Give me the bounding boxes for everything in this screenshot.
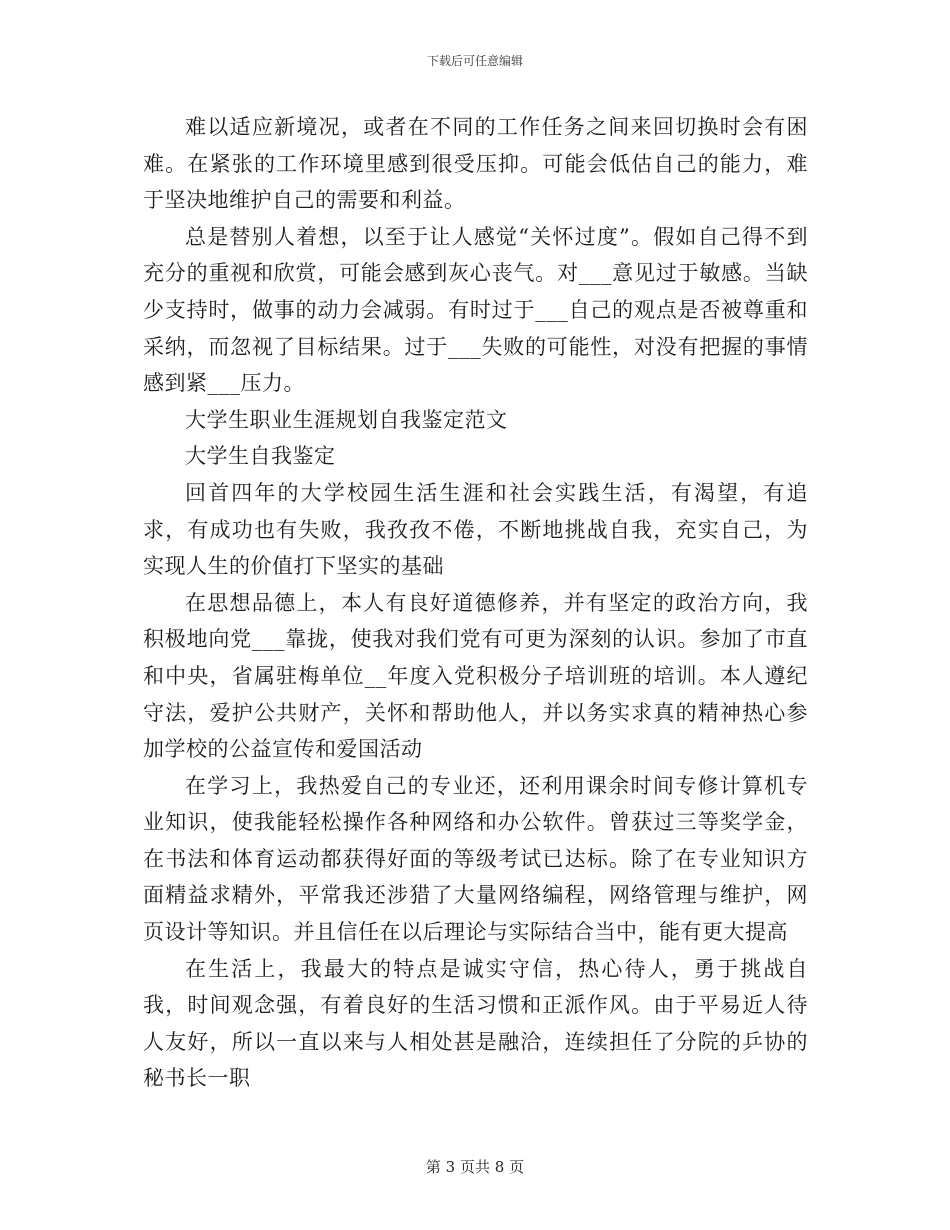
paragraph-review: 回首四年的大学校园生活生涯和社会实践生活，有渴望，有追求，有成功也有失败，我孜孜不倦，不断地挑战自我，充实自己，为实现人生的价值打下坚实的基础: [143, 480, 808, 579]
page-number: 第 3 页共 8 页: [425, 1158, 525, 1176]
subsection-title: 大学生自我鉴定: [185, 444, 336, 469]
page-header: 下载后可任意编辑: [426, 54, 523, 68]
paragraph-life: 在生活上，我最大的特点是诚实守信，热心待人，勇于挑战自我，时间观念强，有着良好的生活习惯和正派作风。由于平易近人待人友好，所以一直以来与人相处甚是融洽，连续担任了分院的乒协的秘书长一职: [143, 956, 808, 1091]
section-title: 大学生职业生涯规划自我鉴定范文: [185, 407, 508, 432]
paragraph-ideology: 在思想品德上，本人有良好道德修养，并有坚定的政治方向，我积极地向党___靠拢，使我对我们党有可更为深刻的认识。参加了市直和中央，省属驻梅单位__年度入党积极分子培训班的培训。本人遵纪守法，爱护公共财产，关怀和帮助他人，并以务实求真的精神热心参加学校的公益宣传和爱国活动: [143, 590, 808, 762]
document-body: [143, 109, 808, 1097]
paragraph-study: 在学习上，我热爱自己的专业还，还利用课余时间专修计算机专业知识，使我能轻松操作各种网络和办公软件。曾获过三等奖学金，在书法和体育运动都获得好面的等级考试已达标。除了在专业知识方面精益求精外，平常我还涉猎了大量网络编程，网络管理与维护，网页设计等知识。并且信任在以后理论与实际结合当中，能有更大提高: [143, 773, 808, 945]
paragraph-consideration: 总是替别人着想，以至于让人感觉“关怀过度”。假如自己得不到充分的重视和欣赏，可能会感到灰心丧气。对___意见过于敏感。当缺少支持时，做事的动力会减弱。有时过于___自己的观点是否被尊重和采纳，而忽视了目标结果。过于___失败的可能性，对没有把握的事情感到紧___压力。: [143, 224, 808, 396]
paragraph-adaptation: 难以适应新境况，或者在不同的工作任务之间来回切换时会有困难。在紧张的工作环境里感到很受压抑。可能会低估自己的能力，难于坚决地维护自己的需要和利益。: [143, 115, 808, 213]
